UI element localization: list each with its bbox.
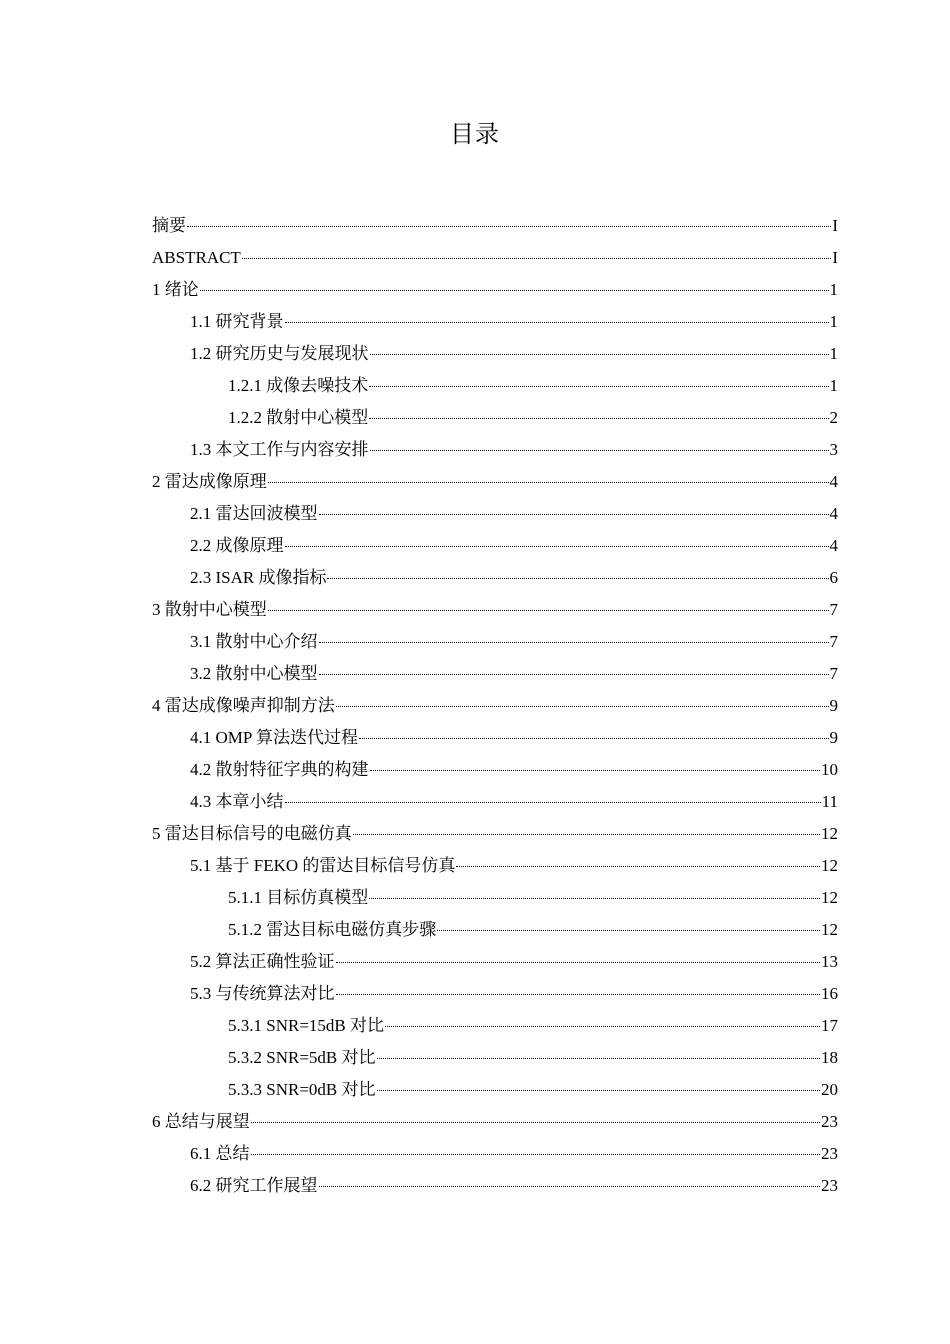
dot-leader [251,1122,820,1123]
toc-entry-page-number: 9 [829,696,838,715]
toc-entry[interactable] [152,338,838,370]
toc-entry[interactable] [152,530,838,562]
toc-entry[interactable] [152,722,838,754]
dot-leader [359,738,829,739]
toc-entry-label: 4.2 散射特征字典的构建 [190,760,369,779]
toc-entry[interactable] [152,274,838,306]
toc-entry[interactable] [152,306,838,338]
toc-entry-label: 2.2 成像原理 [190,536,284,555]
dot-leader [319,674,829,675]
toc-entry-page-number: 18 [821,1048,838,1067]
toc-entry[interactable] [152,1106,838,1138]
toc-entry-page-number: 7 [829,632,838,651]
toc-entry-page-number: 16 [821,984,838,1003]
dot-leader [285,546,829,547]
toc-entry-page-number: 10 [821,760,838,779]
toc-entry-page-number: 4 [829,472,838,491]
table-of-contents [152,210,838,1202]
toc-entry-label: 5.3.3 SNR=0dB 对比 [228,1080,376,1099]
toc-entry-label: 5.3.2 SNR=5dB 对比 [228,1048,376,1067]
toc-entry[interactable] [152,562,838,594]
toc-entry-label: 5.3 与传统算法对比 [190,984,335,1003]
toc-entry-page-number: 1 [829,376,838,395]
dot-leader [369,898,820,899]
dot-leader [370,770,821,771]
toc-entry[interactable] [152,434,838,466]
toc-entry[interactable] [152,594,838,626]
toc-entry-page-number: 4 [829,504,838,523]
toc-entry-page-number: 3 [829,440,838,459]
toc-entry-page-number: 6 [829,568,838,587]
toc-entry-label: 1.2.2 散射中心模型 [228,408,369,427]
toc-entry[interactable] [152,402,838,434]
toc-entry-label: 5.1 基于 FEKO 的雷达目标信号仿真 [190,856,456,875]
toc-entry[interactable] [152,914,838,946]
toc-entry[interactable] [152,658,838,690]
dot-leader [369,418,828,419]
dot-leader [369,386,828,387]
toc-entry-label: 3 散射中心模型 [152,600,267,619]
toc-entry[interactable] [152,1138,838,1170]
dot-leader [242,258,832,259]
dot-leader [370,354,829,355]
dot-leader [437,930,820,931]
toc-entry-label: 3.2 散射中心模型 [190,664,318,683]
toc-entry-label: 1.2.1 成像去噪技术 [228,376,369,395]
dot-leader [268,610,829,611]
dot-leader [456,866,820,867]
toc-entry-page-number: 17 [821,1016,838,1035]
toc-entry-label: 2.3 ISAR 成像指标 [190,568,327,587]
toc-entry[interactable] [152,1010,838,1042]
dot-leader [353,834,820,835]
toc-entry[interactable] [152,466,838,498]
toc-entry-page-number: 1 [829,280,838,299]
toc-entry-label: 1.2 研究历史与发展现状 [190,344,369,363]
dot-leader [268,482,829,483]
dot-leader [187,226,831,227]
toc-entry-label: 4.1 OMP 算法迭代过程 [190,728,358,747]
toc-entry-page-number: 1 [829,312,838,331]
dot-leader [336,962,821,963]
dot-leader [319,514,829,515]
toc-entry-label: 1.1 研究背景 [190,312,284,331]
toc-entry-label: 2 雷达成像原理 [152,472,267,491]
toc-entry-page-number: 2 [829,408,838,427]
toc-entry-page-number: 7 [829,600,838,619]
toc-entry-label: ABSTRACT [152,248,241,267]
dot-leader [370,450,829,451]
dot-leader [285,802,821,803]
toc-entry-page-number: 12 [821,824,838,843]
toc-entry[interactable] [152,690,838,722]
toc-entry[interactable] [152,1074,838,1106]
toc-entry-label: 2.1 雷达回波模型 [190,504,318,523]
toc-entry[interactable] [152,754,838,786]
dot-leader [200,290,829,291]
toc-entry-label: 5.1.2 雷达目标电磁仿真步骤 [228,920,437,939]
toc-entry[interactable] [152,1170,838,1202]
toc-entry[interactable] [152,946,838,978]
toc-entry[interactable] [152,882,838,914]
dot-leader [336,994,821,995]
page-title: 目录 [450,120,500,148]
dot-leader [327,578,828,579]
toc-entry-label: 6.2 研究工作展望 [190,1176,318,1195]
toc-entry-page-number: 23 [821,1112,838,1131]
toc-entry-page-number: 7 [829,664,838,683]
toc-entry-page-number: 23 [821,1144,838,1163]
toc-entry[interactable] [152,978,838,1010]
toc-entry[interactable] [152,786,838,818]
toc-entry-label: 5 雷达目标信号的电磁仿真 [152,824,352,843]
toc-entry-page-number: 1 [829,344,838,363]
toc-entry-label: 6 总结与展望 [152,1112,250,1131]
toc-entry-label: 5.2 算法正确性验证 [190,952,335,971]
toc-entry-page-number: 13 [821,952,838,971]
toc-entry-label: 1 绪论 [152,280,199,299]
toc-entry-page-number: I [832,216,838,235]
toc-entry[interactable] [152,850,838,882]
toc-entry[interactable] [152,210,838,242]
toc-entry-page-number: 4 [829,536,838,555]
toc-entry-label: 5.1.1 目标仿真模型 [228,888,369,907]
toc-entry-label: 摘要 [152,216,186,235]
dot-leader [336,706,829,707]
dot-leader [377,1090,821,1091]
toc-entry[interactable] [152,370,838,402]
toc-entry-page-number: 23 [821,1176,838,1195]
toc-entry-page-number: I [832,248,838,267]
toc-entry-label: 5.3.1 SNR=15dB 对比 [228,1016,384,1035]
dot-leader [319,642,829,643]
dot-leader [319,1186,821,1187]
toc-entry-page-number: 11 [821,792,838,811]
toc-entry[interactable] [152,626,838,658]
dot-leader [385,1026,820,1027]
dot-leader [377,1058,821,1059]
toc-entry-label: 1.3 本文工作与内容安排 [190,440,369,459]
toc-entry-label: 4.3 本章小结 [190,792,284,811]
toc-entry[interactable] [152,818,838,850]
toc-entry-label: 6.1 总结 [190,1144,250,1163]
toc-entry[interactable] [152,498,838,530]
toc-entry-page-number: 12 [821,920,838,939]
toc-entry[interactable] [152,1042,838,1074]
toc-entry-label: 3.1 散射中心介绍 [190,632,318,651]
toc-entry-label: 4 雷达成像噪声抑制方法 [152,696,335,715]
toc-entry-page-number: 9 [829,728,838,747]
toc-entry[interactable] [152,242,838,274]
toc-entry-page-number: 20 [821,1080,838,1099]
dot-leader [251,1154,821,1155]
toc-entry-page-number: 12 [821,888,838,907]
toc-entry-page-number: 12 [821,856,838,875]
dot-leader [285,322,829,323]
